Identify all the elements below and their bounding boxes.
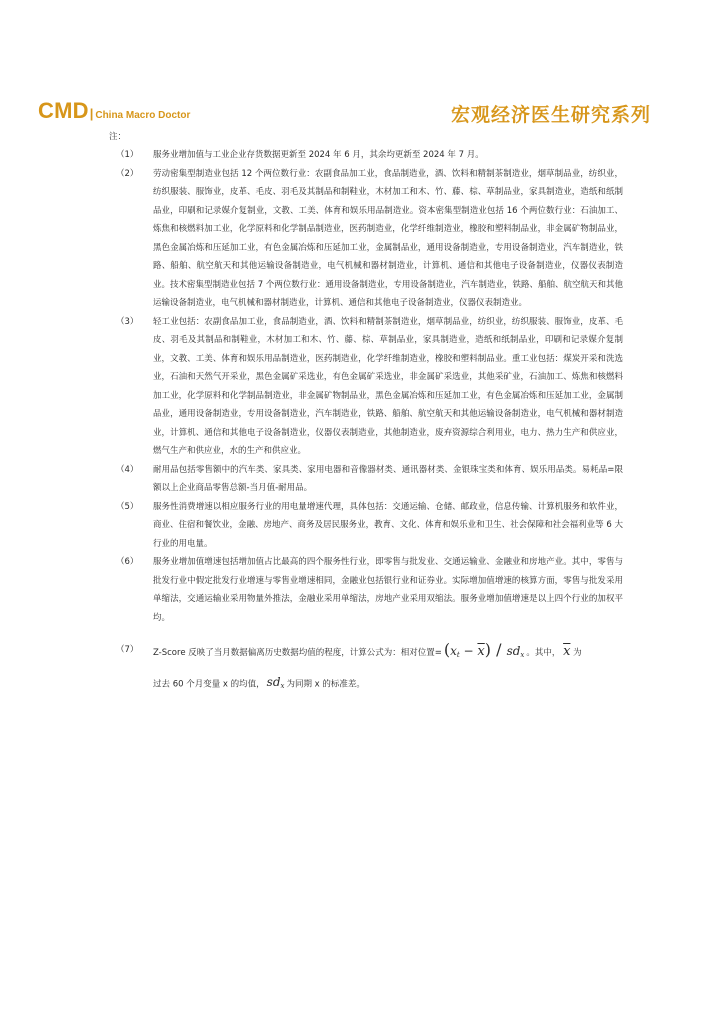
note7-text-b: 。其中，: [526, 648, 561, 658]
note-number: （6）: [116, 557, 139, 567]
note-number: （4）: [116, 464, 139, 475]
logo-main: CMD: [38, 98, 89, 123]
page-header: [0, 96, 724, 132]
note-item-2: [0, 165, 724, 313]
logo-separator: |: [89, 106, 94, 121]
note-item-1: [0, 146, 724, 165]
note-label: 注：: [109, 132, 127, 142]
sd-sub-x: x: [280, 682, 285, 690]
notes-list: [0, 146, 724, 698]
formula-slash: ) /: [484, 640, 507, 659]
zscore-formula: $(x_t - \overline{x}) / sd_x$: [443, 640, 525, 659]
note7-text-e: 为同期 x 的标准差。: [286, 679, 365, 690]
note-text: 服务业增加值与工业企业存货数据更新至 2024 年 6 月，其余均更新至 2024 年 7 月。: [153, 150, 484, 160]
xbar-symbol: $\overline{x}$: [563, 644, 571, 659]
note-text: 劳动密集型制造业包括 12 个两位数行业：农副食品加工业，食品制造业，酒、饮料和精制茶制造业，烟草制品业，纺织业，纺织服装、服饰业，皮革、毛皮、羽毛及其制品和制鞋业，木材加工和木、竹、藤、棕、草制品业，家具制造业，造纸和纸制品业，印刷和记录媒介复制业，文教、工美、体育和娱乐用品制造业。资本密集型制造业包括 16 个两位数行业：石油加工、炼焦和核燃料加工业，化学原料和化学制品制造业，医药制造业，化学纤维制造业，橡胶和塑料制品业，非金属矿物制品业，黑色金属冶炼和压延加工业，有色金属冶炼和压延加工业，金属制品业，通用设备制造业，专用设备制造业，汽车制造业，铁路、船舶、航空航天和其他运输设备制造业，电气机械和器材制造业，计算机、通信和其他电子设备制造业，仪器仪表制造业。技术密集型制造业包括 7 个两位数行业：通用设备制造业，专用设备制造业，汽车制造业，铁路、船舶、航空航天和其他运输设备制造业，电气机械和器材制造业，计算机、通信和其他电子设备制造业，仪器仪表制造业。: [153, 168, 623, 308]
series-title: 宏观经济医生研究系列: [450, 104, 651, 126]
note7-text-a: Z-Score 反映了当月数据偏离历史数据均值的程度，计算公式为：相对位置=: [153, 648, 442, 658]
note-number: （5）: [116, 501, 139, 512]
note-text-cont: [153, 670, 623, 698]
formula-xbar: $\overline{x}$: [477, 644, 485, 659]
note7-text-d: 过去 60 个月变量 x 的均值，: [153, 679, 265, 690]
note-item-6: [0, 553, 724, 627]
note-number: （7）: [116, 645, 139, 655]
sd-symbol: [267, 670, 285, 698]
note-text: 服务业增加值增速包括增加值占比最高的四个服务性行业，即零售与批发业、交通运输业、金融业和房地产业。其中，零售与批发行业中假定批发行业增速与零售业增速相同，金融业包括银行业和证券业。实际增加值增速的核算方面，零售与批发采用单缩法，交通运输业采用物量外推法，金融业采用单缩法，房地产业采用双缩法。服务业增加值增速是以上四个行业的加权平均。: [153, 557, 623, 623]
formula-sub-t: t: [456, 651, 460, 659]
cmd-logo: [38, 98, 190, 124]
formula-x: x: [450, 644, 457, 658]
note-number: （2）: [116, 168, 139, 179]
note-item-5: [0, 498, 724, 554]
note-number: （3）: [116, 316, 139, 327]
note7-text-c: 为: [573, 648, 582, 658]
note-item-3: [0, 313, 724, 461]
formula-sd: sd: [506, 644, 521, 658]
note-number: （1）: [116, 150, 139, 160]
note-item-7: [0, 635, 724, 698]
note-text: 服务性消费增速以相应服务行业的用电量增速代理，具体包括：交通运输、仓储、邮政业，信息传输、计算机服务和软件业，商业、住宿和餐饮业，金融、房地产、商务及居民服务业，教育、文化、体育和娱乐业和卫生、社会保障和社会福利业等 6 大行业的用电量。: [153, 501, 623, 549]
note-item-4: [0, 461, 724, 498]
formula-minus: −: [459, 644, 478, 658]
note-text: [153, 635, 623, 670]
formula-sub-x: x: [520, 651, 525, 659]
note-text: 轻工业包括：农副食品加工业，食品制造业，酒、饮料和精制茶制造业，烟草制品业，纺织业，纺织服装、服饰业，皮革、毛皮、羽毛及其制品和制鞋业，木材加工和木、竹、藤、棕、草制品业，家具制造业，造纸和纸制品业，印刷和记录媒介复制业，文教、工美、体育和娱乐用品制造业，医药制造业，化学纤维制造业，橡胶和塑料制品业。重工业包括：煤炭开采和洗选业，石油和天然气开采业，黑色金属矿采选业，有色金属矿采选业，非金属矿采选业，其他采矿业，石油加工、炼焦和核燃料加工业，化学原料和化学制品制造业，非金属矿物制品业，黑色金属冶炼和压延加工业，有色金属冶炼和压延加工业，金属制品业，通用设备制造业，专用设备制造业，汽车制造业，铁路、船舶、航空航天和其他运输设备制造业，电气机械和器材制造业，计算机、通信和其他电子设备制造业，仪器仪表制造业，其他制造业，废弃资源综合利用业，电力、热力生产和供应业，燃气生产和供应业，水的生产和供应业。: [153, 316, 623, 456]
sd-label: sd: [266, 675, 281, 689]
logo-subtitle: China Macro Doctor: [95, 110, 191, 121]
note-text: 耐用品包括零售额中的汽车类、家具类、家用电器和音像器材类、通讯器材类、金银珠宝类和体育、娱乐用品类。易耗品=限额以上企业商品零售总额-当月值-耐用品。: [153, 464, 623, 493]
